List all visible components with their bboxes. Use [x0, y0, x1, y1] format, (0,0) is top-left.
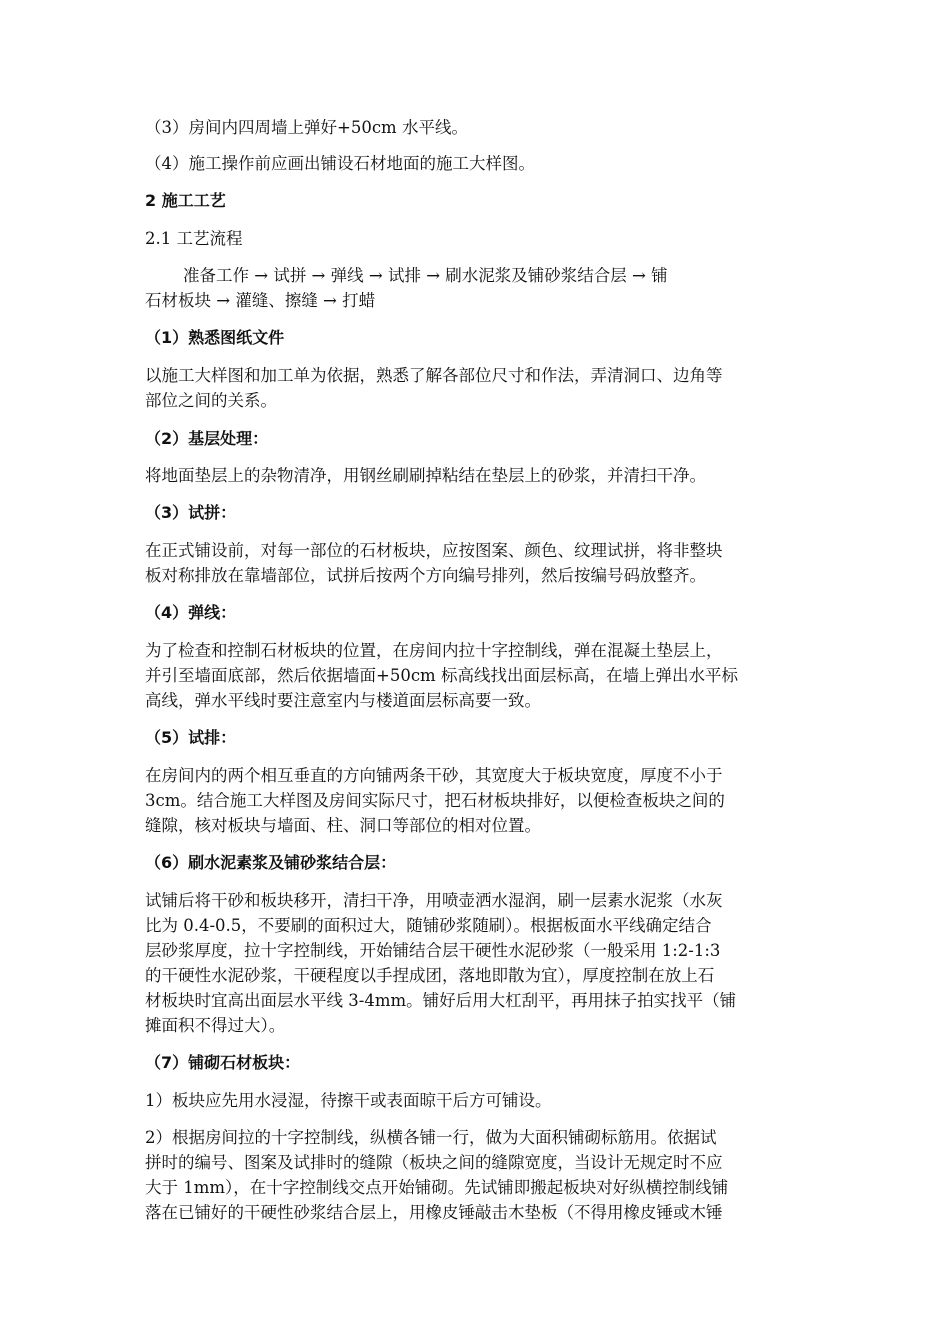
text-line: 3cm。结合施工大样图及房间实际尺寸，把石材板块排好，以便检查板块之间的 — [145, 791, 725, 810]
process-flow-line: 石材板块 → 灌缝、擦缝 → 打蜡 — [145, 291, 376, 310]
text-line: （4）施工操作前应画出铺设石材地面的施工大样图。 — [145, 154, 535, 173]
text-line: 层砂浆厚度，拉十字控制线，开始铺结合层干硬性水泥砂浆（一般采用 1:2-1:3 — [145, 941, 721, 960]
text-line: 在房间内的两个相互垂直的方向铺两条干砂，其宽度大于板块宽度，厚度不小于 — [145, 766, 723, 785]
text-line: 部位之间的关系。 — [145, 391, 277, 410]
step-heading: （1）熟悉图纸文件 — [145, 328, 285, 347]
text-line: 比为 0.4-0.5，不要刷的面积过大，随铺砂浆随刷）。根据板面水平线确定结合 — [145, 916, 712, 935]
text-line: 板对称排放在靠墙部位，试拼后按两个方向编号排列，然后按编号码放整齐。 — [145, 566, 706, 585]
text-line: 在正式铺设前，对每一部位的石材板块，应按图案、颜色、纹理试拼，将非整块 — [145, 541, 723, 560]
text-line: 缝隙，核对板块与墙面、柱、洞口等部位的相对位置。 — [145, 816, 541, 835]
subsection-heading: 2.1 工艺流程 — [145, 229, 243, 248]
text-line: 将地面垫层上的杂物清净，用钢丝刷刷掉粘结在垫层上的砂浆，并清扫干净。 — [145, 466, 706, 485]
text-line: 为了检查和控制石材板块的位置，在房间内拉十字控制线，弹在混凝土垫层上， — [145, 641, 723, 660]
process-flow-line: 准备工作 → 试拼 → 弹线 → 试排 → 刷水泥浆及铺砂浆结合层 → 铺 — [183, 266, 668, 285]
text-line: 大于 1mm），在十字控制线交点开始铺砌。先试铺即搬起板块对好纵横控制线铺 — [145, 1178, 729, 1197]
text-line: 以施工大样图和加工单为依据，熟悉了解各部位尺寸和作法，弄清洞口、边角等 — [145, 366, 723, 385]
step-heading: （4）弹线： — [145, 603, 237, 622]
step-heading: （7）铺砌石材板块： — [145, 1053, 301, 1072]
text-line: 1）板块应先用水浸湿，待擦干或表面晾干后方可铺设。 — [145, 1091, 552, 1110]
text-line: 高线，弹水平线时要注意室内与楼道面层标高要一致。 — [145, 691, 541, 710]
step-heading: （6）刷水泥素浆及铺砂浆结合层： — [145, 853, 397, 872]
text-line: 拼时的编号、图案及试排时的缝隙（板块之间的缝隙宽度，当设计无规定时不应 — [145, 1153, 723, 1172]
step-heading: （5）试排： — [145, 728, 237, 747]
step-heading: （3）试拼： — [145, 503, 237, 522]
text-line: 落在已铺好的干硬性砂浆结合层上，用橡皮锤敲击木垫板（不得用橡皮锤或木锤 — [145, 1203, 723, 1222]
text-line: 的干硬性水泥砂浆，干硬程度以手捏成团，落地即散为宜），厚度控制在放上石 — [145, 966, 715, 985]
step-heading: （2）基层处理： — [145, 429, 269, 448]
section-heading: 2 施工工艺 — [145, 191, 226, 210]
text-line: 2）根据房间拉的十字控制线，纵横各铺一行，做为大面积铺砌标筋用。依据试 — [145, 1128, 717, 1147]
text-line: 摊面积不得过大）。 — [145, 1016, 286, 1035]
text-line: 试铺后将干砂和板块移开，清扫干净，用喷壶洒水湿润，刷一层素水泥浆（水灰 — [145, 891, 723, 910]
text-line: 材板块时宜高出面层水平线 3-4mm。铺好后用大杠刮平，再用抹子拍实找平（铺 — [145, 991, 737, 1010]
text-line: 并引至墙面底部，然后依据墙面+50cm 标高线找出面层标高，在墙上弹出水平标 — [145, 666, 738, 685]
text-line: （3）房间内四周墙上弹好+50cm 水平线。 — [145, 118, 468, 137]
